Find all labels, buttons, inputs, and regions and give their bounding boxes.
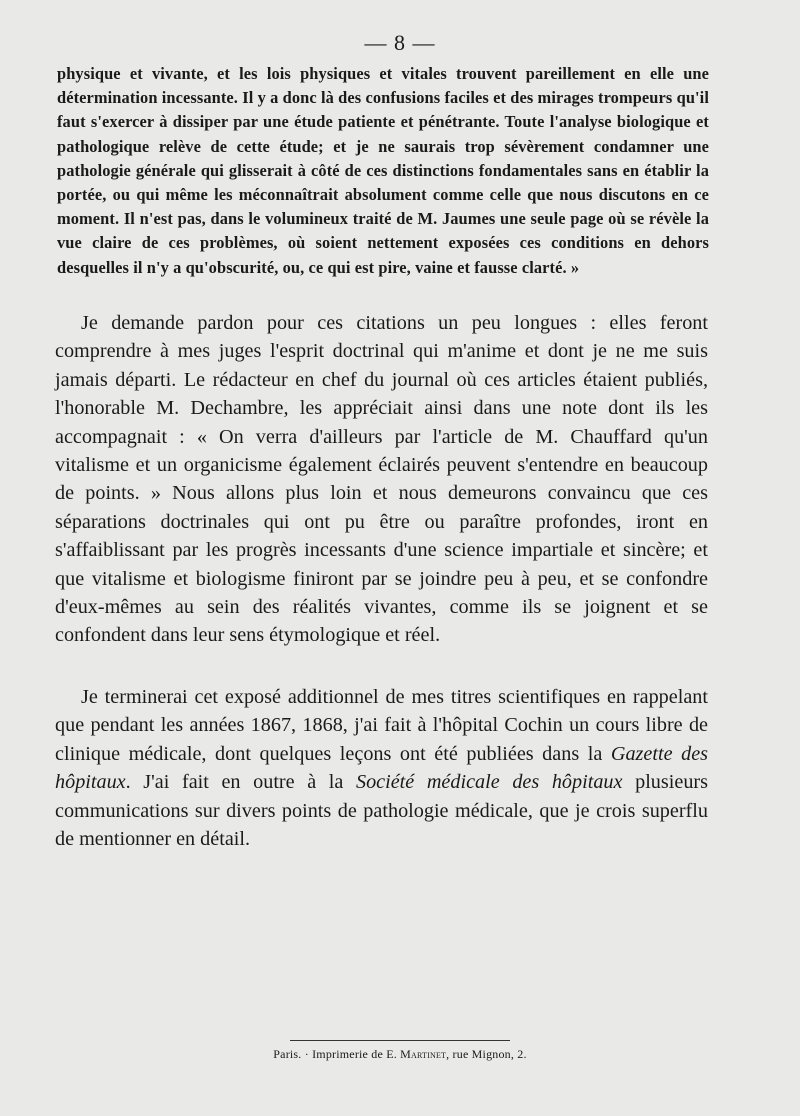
body-paragraph-1: Je demande pardon pour ces citations un peu longues : elles feront comprendre à mes juges l'esprit doctrinal qui m'anime et dont je ne me suis jamais départi. Le rédacteur en chef du journal où ces articles étaient publiés, l'honorable M. Dechambre, les appréciait ainsi dans une note dont ils les accompagnait : « On verra d'ailleurs par l'article de M. Chauffard qu'un vitalisme et un organicisme également éclairés peuvent s'entendre en beaucoup de points. » Nous allons plus loin et nous demeurons convaincu que ces séparations doctrinales qui ont pu être ou paraître profondes, iront en s'affaiblissant par les progrès incessants d'une science impartiale et sincère; et que vitalisme et biologisme finiront par se joindre peu à peu, et se confondre d'eux-mêmes au sein des réalités vivantes, comme ils se joignent et se confondent dans leur sens étymologique et réel. — [55, 312, 708, 647]
imprint-city: Paris. — [273, 1047, 302, 1061]
quote-paragraph: physique et vivante, et les lois physiques et vitales trouvent pareillement en elle une détermination incessante. Il y a donc là des confusions faciles et des mirages trompeurs qu'il faut s'exercer à dissiper par une étude patiente et pénétrante. Toute l'analyse biologique et pathologique relève de cette étude; et je ne saurais trop sévèrement condamner une pathologie générale qui glisserait à côté de ces distinctions fondamentales sans en établir la portée, ou qui même les méconnaîtrait absolument comme celle que nous discutons en ce moment. Il n'est pas, dans le volumineux traité de M. Jaumes une seule page où se révèle la vue claire de ces problèmes, où soient nettement exposées ces conditions en dehors desquelles il n'y a qu'obscurité, ou, ce qui est pire, vaine et fausse clarté. » — [57, 64, 709, 277]
footer-rule — [290, 1040, 510, 1041]
imprint-printer-name: Martinet — [400, 1047, 447, 1061]
paragraph-2-text-2: . J'ai fait en outre à la — [125, 771, 356, 794]
journal-title-societe: Société médicale des hôpitaux — [355, 771, 623, 794]
body-paragraph-1-block — [55, 309, 708, 650]
page-number: — 8 — — [364, 30, 436, 55]
paragraph-2-text-1: Je terminerai cet exposé additionnel de mes titres scientifiques en rappelant que pendant les années 1867, 1868, j'ai fait à l'hôpital Cochin un cours libre de clinique médicale, dont quelques leçons ont été publiées dans la — [55, 686, 708, 765]
imprint-printer-prefix: · Imprimerie de E. — [304, 1047, 401, 1061]
journal-title-gazette: Gazette des hôpitaux — [55, 742, 709, 794]
printer-imprint — [0, 1047, 800, 1062]
body-paragraph-2 — [55, 683, 708, 853]
body-paragraph-2-block — [55, 683, 708, 853]
imprint-address: , rue Mignon, 2. — [446, 1047, 527, 1061]
paragraph-2-text-3: plusieurs communications sur divers points de pathologie médicale, que je crois superflu de mentionner en détail. — [55, 771, 708, 851]
